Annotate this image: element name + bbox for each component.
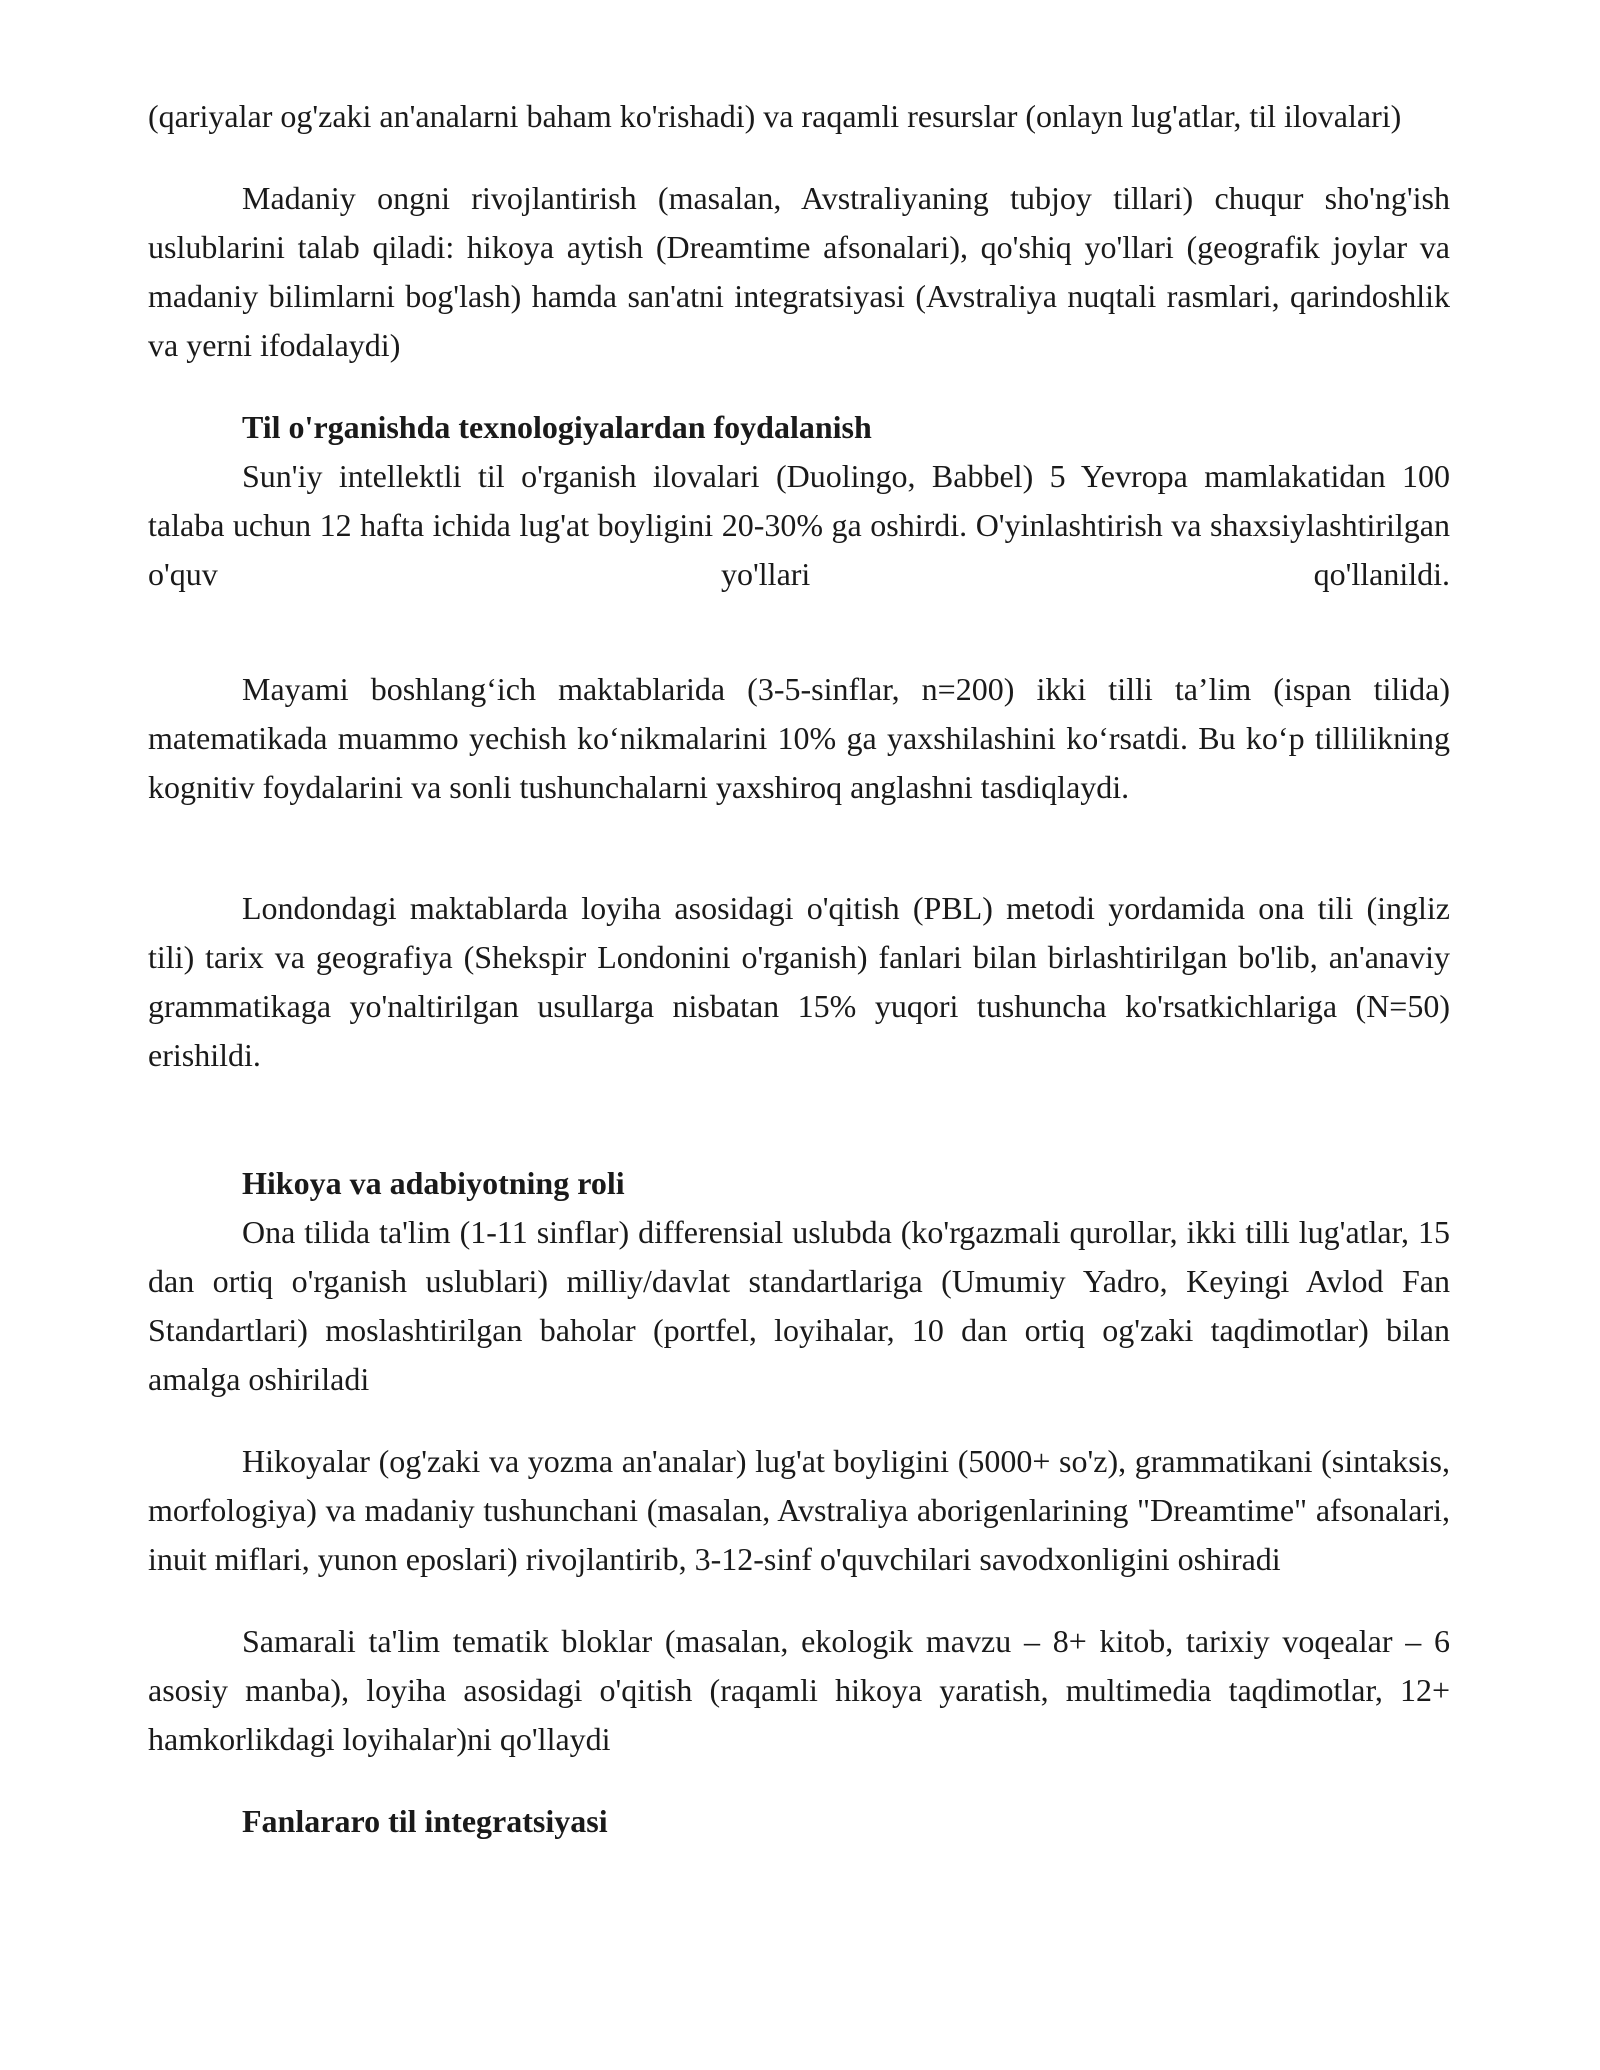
paragraph-continuation: (qariyalar og'zaki an'analarni baham ko'rishadi) va raqamli resurslar (onlayn lug'atlar, til ilovalari) [148, 98, 1402, 134]
spacer [148, 599, 1450, 665]
spacer [148, 141, 1450, 174]
heading-storytelling: Hikoya va adabiyotning roli [242, 1165, 625, 1201]
heading-interdisciplinary: Fanlararo til integratsiyasi [242, 1803, 608, 1839]
spacer [148, 1080, 1450, 1159]
heading-technology: Til o'rganishda texnologiyalardan foydalanish [242, 409, 872, 445]
paragraph-london-pbl: Londondagi maktablarda loyiha asosidagi o'qitish (PBL) metodi yordamida ona tili (ingliz tili) tarix va geografiya (Shekspir Londonini o'rganish) fanlari bilan birlashtirilgan bo'lib, an'anaviy grammatikaga yo'naltirilgan usullarga nisbatan 15% yuqori tushuncha ko'rsatkichlariga (N=50) erishildi. [148, 890, 1450, 1073]
document-page [148, 92, 1450, 1846]
paragraph-stories: Hikoyalar (og'zaki va yozma an'analar) lug'at boyligini (5000+ so'z), grammatikani (sintaksis, morfologiya) va madaniy tushunchani (masalan, Avstraliya aborigenlarining "Dreamtime" afsonalari, inuit miflari, yunon eposlari) rivojlantirib, 3-12-sinf o'quvchilari savodxonligini oshiradi [148, 1443, 1450, 1577]
spacer [148, 1404, 1450, 1437]
spacer [148, 1764, 1450, 1797]
paragraph-cultural-awareness: Madaniy ongni rivojlantirish (masalan, Avstraliyaning tubjoy tillari) chuqur sho'ng'ish uslublarini talab qiladi: hikoya aytish (Dreamtime afsonalari), qo'shiq yo'llari (geografik joylar va madaniy bilimlarni bog'lash) hamda san'atni integratsiyasi (Avstraliya nuqtali rasmlari, qarindoshlik va yerni ifodalaydi) [148, 180, 1450, 363]
paragraph-miami-bilingual: Mayami boshlang‘ich maktablarida (3-5-sinflar, n=200) ikki tilli ta’lim (ispan tilida) matematikada muammo yechish ko‘nikmalarini 10% ga yaxshilashini ko‘rsatdi. Bu ko‘p tillilikning kognitiv foydalarini va sonli tushunchalarni yaxshiroq anglashni tasdiqlaydi. [148, 671, 1450, 805]
paragraph-native-language: Ona tilida ta'lim (1-11 sinflar) differensial uslubda (ko'rgazmali qurollar, ikki tilli lug'atlar, 15 dan ortiq o'rganish uslublari) milliy/davlat standartlariga (Umumiy Yadro, Keyingi Avlod Fan Standartlari) moslashtirilgan baholar (portfel, loyihalar, 10 dan ortiq og'zaki taqdimotlar) bilan amalga oshiriladi [148, 1214, 1450, 1397]
spacer [148, 370, 1450, 403]
paragraph-ai-apps: Sun'iy intellektli til o'rganish ilovalari (Duolingo, Babbel) 5 Yevropa mamlakatidan 100 talaba uchun 12 hafta ichida lug'at boyligini 20-30% ga oshirdi. O'yinlashtirish va shaxsiylashtirilgan o'quv yo'llari qo'llanildi. [148, 458, 1450, 592]
spacer [148, 1584, 1450, 1617]
spacer [148, 812, 1450, 884]
paragraph-effective-learning: Samarali ta'lim tematik bloklar (masalan, ekologik mavzu – 8+ kitob, tarixiy voqealar – 6 asosiy manba), loyiha asosidagi o'qitish (raqamli hikoya yaratish, multimedia taqdimotlar, 12+ hamkorlikdagi loyihalar)ni qo'llaydi [148, 1623, 1450, 1757]
